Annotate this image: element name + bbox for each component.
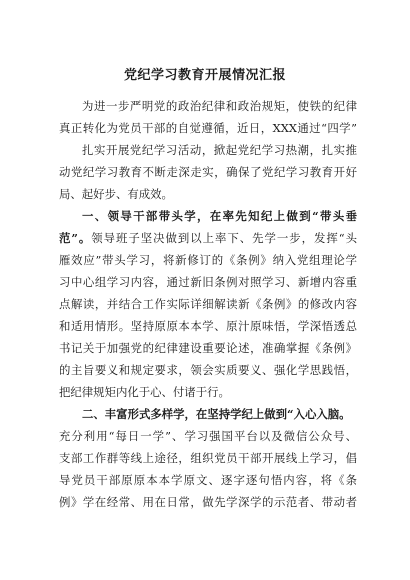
- section-1-heading-end: 范”。: [59, 231, 92, 245]
- section-1-line: 把纪律规矩内化于心、付诸于行。: [59, 385, 230, 399]
- section-1-line: 的主旨要义和规定要求，领会实质要义、强化学思践悟，: [59, 363, 357, 377]
- section-1-line: 雁效应”带头学习，将新修订的《条例》纳入党组理论学: [59, 253, 357, 267]
- section-2-heading: 二、丰富形式多样学，在坚持学纪上做到“入心入脑。: [82, 407, 351, 421]
- section-1-line: [59, 227, 357, 249]
- intro-line: 为进一步严明党的政治纪律和政治规矩，使铁的纪律: [82, 99, 357, 113]
- intro-line: 动党纪学习教育不断走深走实，确保了党纪学习教育开好: [59, 165, 357, 179]
- intro-line: 局、起好步、有成效。: [59, 187, 173, 201]
- section-2-line: 支部工作群等线上途径，组织党员干部开展线上学习，倡: [59, 451, 357, 465]
- document-body: [59, 95, 357, 513]
- document-title: 党纪学习教育开展情况汇报: [123, 68, 286, 83]
- section-1-line: 习中心组学习内容，通过新旧条例对照学习、新增内容重: [59, 275, 357, 289]
- section-1-line: 点解读，并结合工作实际详细解读新《条例》的修改内容: [59, 297, 357, 311]
- section-2-line: 充分利用“每日一学”、学习强国平台以及微信公众号、: [59, 429, 357, 443]
- intro-line: 真正转化为党员干部的自觉遵循，近日，XXX通过“四学”: [59, 121, 357, 135]
- intro-line: 扎实开展党纪学习活动，掀起党纪学习热潮，扎实推: [82, 143, 357, 157]
- section-2-line: 例》学在经常、用在日常，做先学深学的示范者、带动者: [59, 495, 357, 509]
- section-1-text: 领导班子坚决做到以上率下、先学一步，发挥“头: [91, 231, 357, 245]
- section-1-line: 和适用情形。坚持原原本本学、原汁原味悟，学深悟透总: [59, 319, 357, 333]
- section-2-line: 导党员干部原原本本学原文、逐字逐句悟内容，将《条: [59, 473, 357, 487]
- section-1-line: 书记关于加强党的纪律建设重要论述，准确掌握《条例》: [59, 341, 357, 355]
- section-1-heading: 一、领导干部带头学，在率先知纪上做到“带头垂: [82, 209, 357, 223]
